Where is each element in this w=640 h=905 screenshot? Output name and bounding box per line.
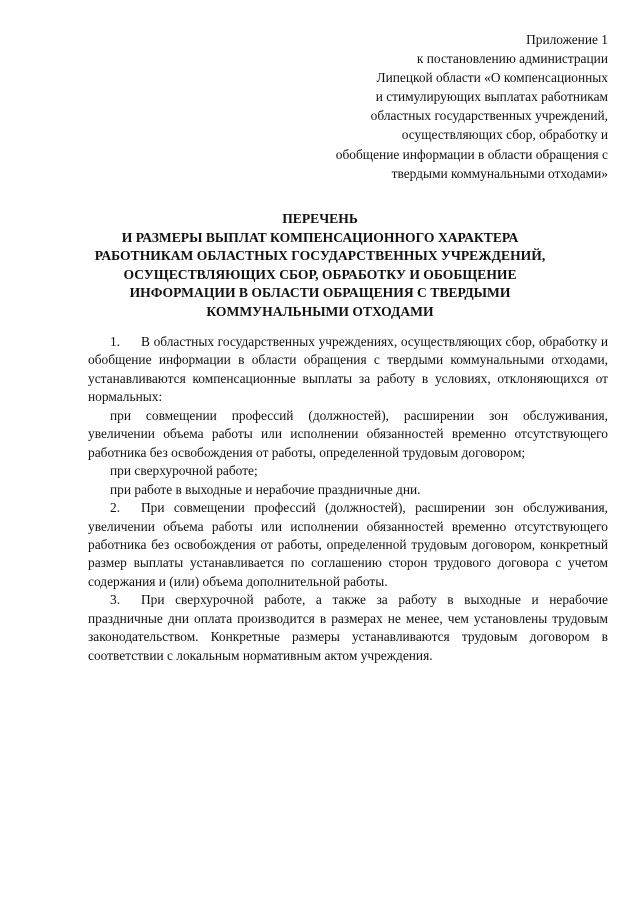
appendix-line: областных государственных учреждений, <box>370 108 608 124</box>
appendix-line: к постановлению администрации <box>416 51 608 67</box>
appendix-header <box>248 30 608 183</box>
title-line: ИНФОРМАЦИИ В ОБЛАСТИ ОБРАЩЕНИЯ С ТВЕРДЫМИ <box>129 285 511 301</box>
paragraph-1 <box>88 333 608 407</box>
paragraph-text: При совмещении профессий (должностей), расширении зон обслуживания, увеличении объема работы или исполнении обязанностей временно отсутствующего работника без освобождения от работы, определенной трудовым договором, конкретный размер выплаты устанавливается по соглашению сторон трудового договора с учетом содержания и (или) объема дополнительной работы. <box>88 500 608 589</box>
appendix-line: твердыми коммунальными отходами» <box>391 165 608 181</box>
paragraph-number: 3. <box>110 592 121 608</box>
title-line: КОММУНАЛЬНЫМИ ОТХОДАМИ <box>206 303 434 319</box>
paragraph-text: В областных государственных учреждениях, осуществляющих сбор, обработку и обобщение информации в области обращения с твердыми коммунальными отходами, устанавливаются компенсационные выплаты за работу в условиях, отклоняющихся от нормальных: <box>88 334 608 405</box>
appendix-line: обобщение информации в области обращения с <box>335 146 608 162</box>
title-line: РАБОТНИКАМ ОБЛАСТНЫХ ГОСУДАРСТВЕННЫХ УЧРЕЖДЕНИЙ, <box>94 248 546 264</box>
title-line: И РАЗМЕРЫ ВЫПЛАТ КОМПЕНСАЦИОННОГО ХАРАКТЕРА <box>121 229 519 245</box>
appendix-line: Приложение 1 <box>526 32 608 47</box>
list-item: при работе в выходные и нерабочие праздничные дни. <box>110 481 421 497</box>
document-title <box>60 210 580 322</box>
paragraph-3 <box>88 591 608 665</box>
paragraph-2 <box>88 499 608 591</box>
appendix-line: и стимулирующих выплатах работникам <box>375 89 608 105</box>
appendix-line: Липецкой области «О компенсационных <box>376 70 608 86</box>
document-body <box>88 333 608 665</box>
title-line: ОСУЩЕСТВЛЯЮЩИХ СБОР, ОБРАБОТКУ И ОБОБЩЕНИЕ <box>123 266 517 282</box>
paragraph-number: 1. <box>110 334 121 349</box>
paragraph-text: При сверхурочной работе, а также за работу в выходные и нерабочие праздничные дни оплата производится в размерах не менее, чем установлены трудовым законодательством. Конкретные размеры устанавливаются трудовым договором в соответствии с локальным нормативным актом учреждения. <box>88 592 608 663</box>
list-item: при совмещении профессий (должностей), расширении зон обслуживания, увеличении объема работы или исполнении обязанностей временно отсутствующего работника без освобождения от работы, определенной трудовым договором; <box>88 407 608 460</box>
appendix-line: осуществляющих сбор, обработку и <box>401 127 608 143</box>
list-item: при сверхурочной работе; <box>110 463 258 479</box>
paragraph-number: 2. <box>110 500 121 516</box>
title-line: ПЕРЕЧЕНЬ <box>282 211 358 226</box>
